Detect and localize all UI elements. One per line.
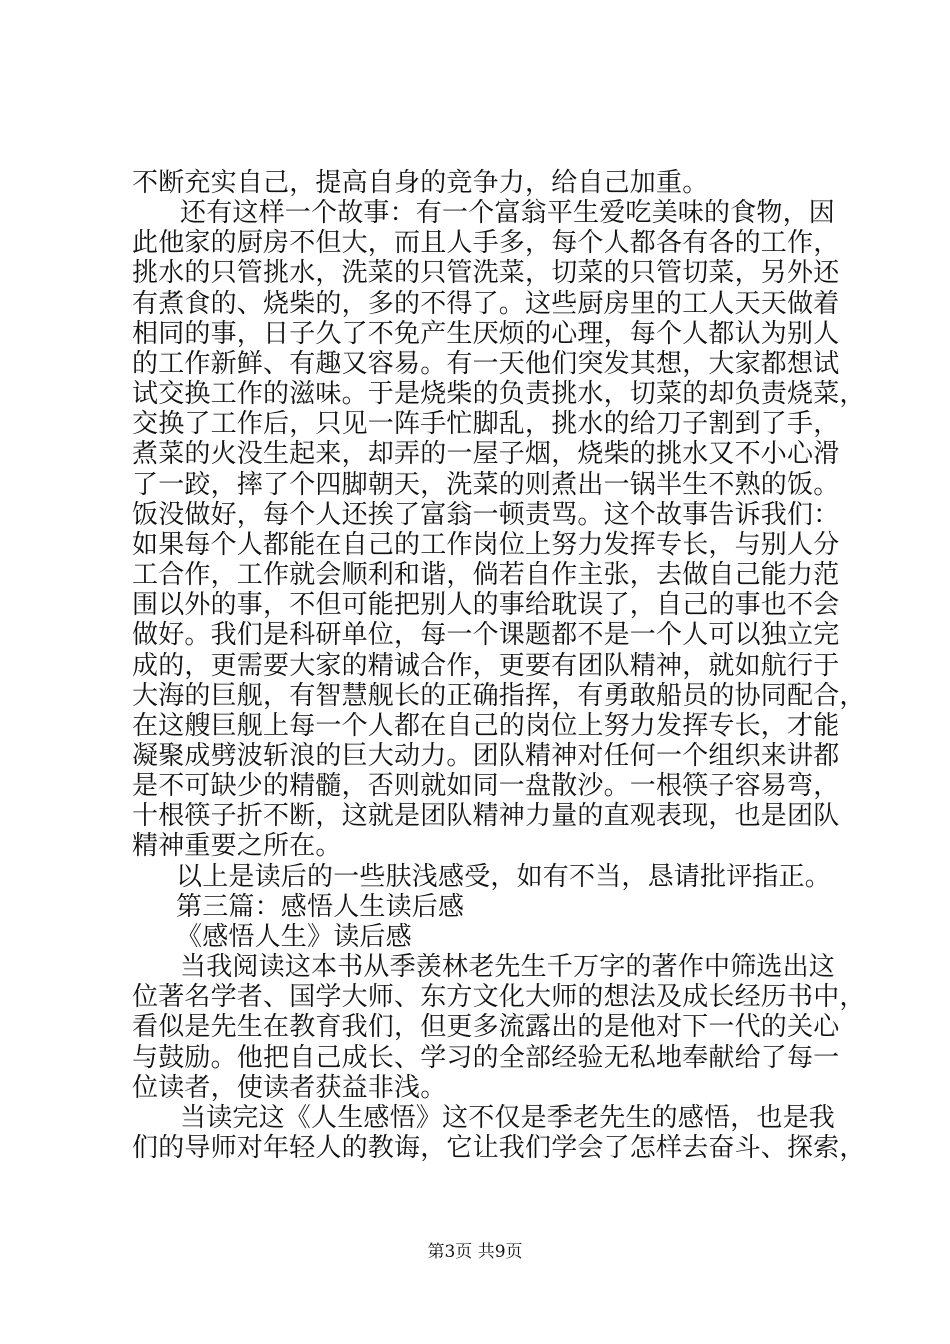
text-line: 的工作新鲜、有趣又容易。有一天他们突发其想，大家都想试	[132, 349, 840, 379]
text-line: 看似是先生在教育我们，但更多流露出的是他对下一代的关心	[132, 1012, 840, 1042]
text-line: 试交换工作的滋味。于是烧柴的负责挑水，切菜的却负责烧菜，	[132, 379, 866, 409]
text-line: 还有这样一个故事：有一个富翁平生爱吃美味的食物，因	[180, 198, 836, 228]
text-line: 位读者，使读者获益非浅。	[132, 1073, 447, 1103]
text-line: 如果每个人都能在自己的工作岗位上努力发挥专长，与别人分	[132, 530, 840, 560]
text-line: 饭没做好，每个人还挨了富翁一顿责骂。这个故事告诉我们：	[132, 500, 840, 530]
text-line: 以上是读后的一些肤浅感受，如有不当，恳请批评指正。	[176, 862, 832, 892]
text-line: 十根筷子折不断，这就是团队精神力量的直观表现，也是团队	[132, 801, 840, 831]
text-line: 此他家的厨房不但大，而且人手多，每个人都各有各的工作，	[132, 228, 840, 258]
text-line: 做好。我们是科研单位，每一个课题都不是一个人可以独立完	[132, 620, 840, 650]
text-line: 围以外的事，不但可能把别人的事给耽误了，自己的事也不会	[132, 590, 840, 620]
text-line: 凝聚成劈波斩浪的巨大动力。团队精神对任何一个组织来讲都	[132, 741, 840, 771]
text-line: 们的导师对年轻人的教诲，它让我们学会了怎样去奋斗、探索，	[132, 1133, 866, 1163]
page-number-footer: 第3页 共9页	[427, 1242, 523, 1262]
text-line: 交换了工作后，只见一阵手忙脚乱，挑水的给刀子割到了手，	[132, 409, 840, 439]
text-line: 与鼓励。他把自己成长、学习的全部经验无私地奉献给了每一	[132, 1043, 840, 1073]
text-line: 精神重要之所在。	[132, 831, 342, 861]
text-line: 大海的巨舰，有智慧舰长的正确指挥，有勇敢船员的协同配合，	[132, 681, 866, 711]
text-line: 成的，更需要大家的精诚合作，更要有团队精神，就如航行于	[132, 651, 840, 681]
text-line: 当我阅读这本书从季羡林老先生千万字的著作中筛选出这	[180, 952, 836, 982]
section-heading: 第三篇：感悟人生读后感	[176, 892, 465, 922]
text-line: 是不可缺少的精髓，否则就如同一盘散沙。一根筷子容易弯，	[132, 771, 840, 801]
text-line: 煮菜的火没生起来，却弄的一屋子烟，烧柴的挑水又不小心滑	[132, 439, 840, 469]
text-line: 不断充实自己，提高自身的竞争力，给自己加重。	[132, 168, 709, 198]
section-subheading: 《感悟人生》读后感	[176, 922, 412, 952]
text-line: 挑水的只管挑水，洗菜的只管洗菜，切菜的只管切菜，另外还	[132, 258, 840, 288]
text-line: 了一跤，摔了个四脚朝天，洗菜的则煮出一锅半生不熟的饭。	[132, 470, 840, 500]
text-line: 位著名学者、国学大师、东方文化大师的想法及成长经历书中，	[132, 982, 866, 1012]
text-line: 在这艘巨舰上每一个人都在自己的岗位上努力发挥专长，才能	[132, 711, 840, 741]
text-line: 工合作，工作就会顺利和谐，倘若自作主张，去做自己能力范	[132, 560, 840, 590]
text-line: 当读完这《人生感悟》这不仅是季老先生的感悟，也是我	[180, 1103, 836, 1133]
text-line: 相同的事，日子久了不免产生厌烦的心理，每个人都认为别人	[132, 319, 840, 349]
text-line: 有煮食的、烧柴的，多的不得了。这些厨房里的工人天天做着	[132, 289, 840, 319]
